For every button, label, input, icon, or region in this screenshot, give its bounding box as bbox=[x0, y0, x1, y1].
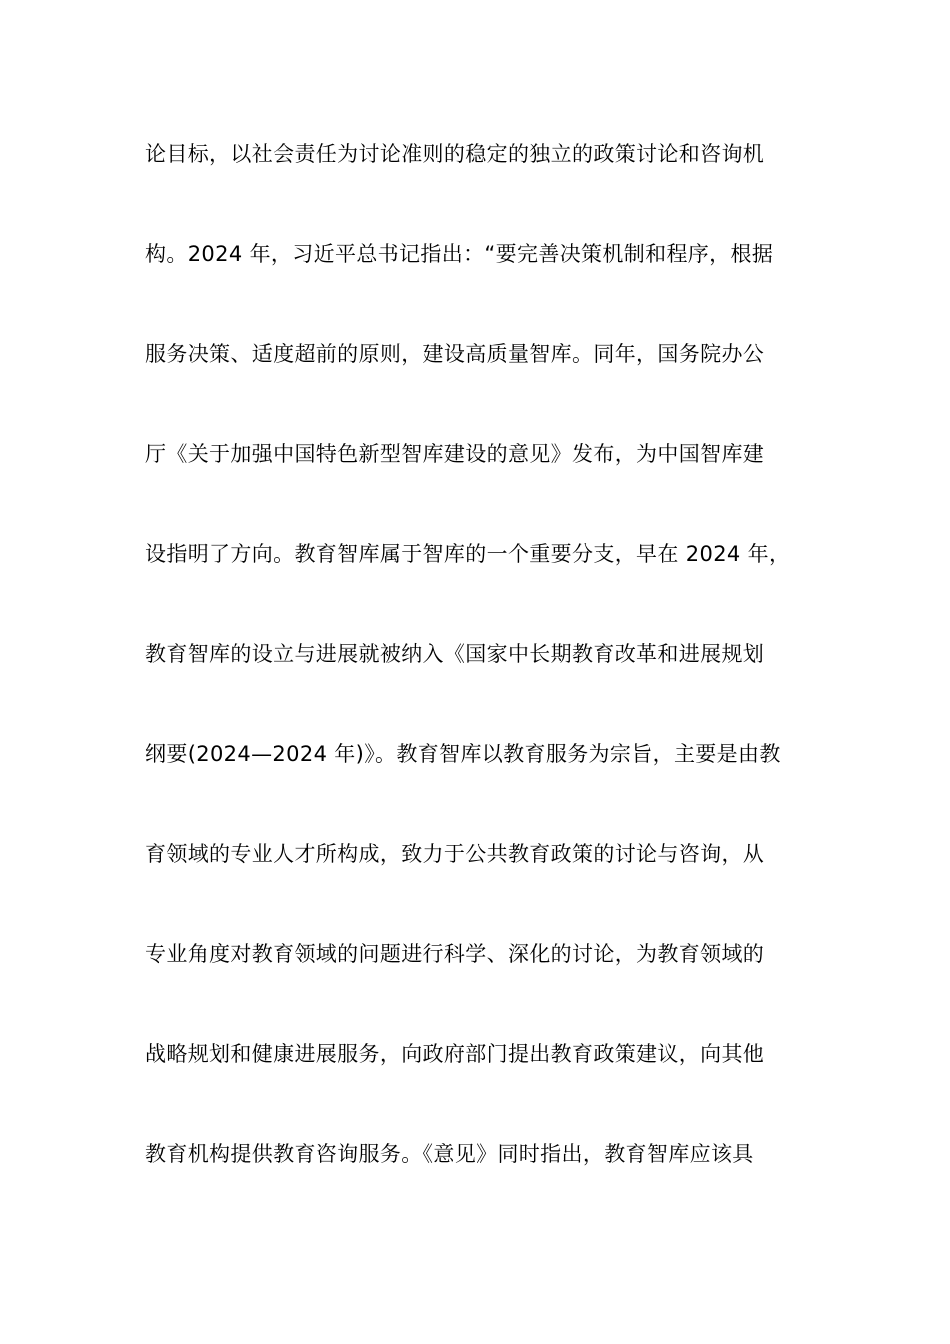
text-line: 纲要(2024—2024 年)》。教育智库以教育服务为宗旨，主要是由教 bbox=[145, 742, 781, 766]
text-line: 设指明了方向。教育智库属于智库的一个重要分支，早在 2024 年， bbox=[145, 542, 791, 566]
text-line: 战略规划和健康进展服务，向政府部门提出教育政策建议，向其他 bbox=[145, 1042, 765, 1066]
body-text bbox=[145, 131, 810, 1231]
text-line: 教育智库的设立与进展就被纳入《国家中长期教育改革和进展规划 bbox=[145, 642, 765, 666]
text-line: 论目标，以社会责任为讨论准则的稳定的独立的政策讨论和咨询机 bbox=[145, 142, 765, 166]
text-line: 育领域的专业人才所构成，致力于公共教育政策的讨论与咨询，从 bbox=[145, 842, 765, 866]
text-line: 厅《关于加强中国特色新型智库建设的意见》发布，为中国智库建 bbox=[145, 442, 765, 466]
text-line: 教育机构提供教育咨询服务。《意见》同时指出，教育智库应该具 bbox=[145, 1142, 754, 1166]
text-line: 服务决策、适度超前的原则，建设高质量智库。同年，国务院办公 bbox=[145, 342, 765, 366]
text-line: 专业角度对教育领域的问题进行科学、深化的讨论，为教育领域的 bbox=[145, 942, 765, 966]
text-line: 构。2024 年，习近平总书记指出：“要完善决策机制和程序，根据 bbox=[145, 242, 774, 266]
